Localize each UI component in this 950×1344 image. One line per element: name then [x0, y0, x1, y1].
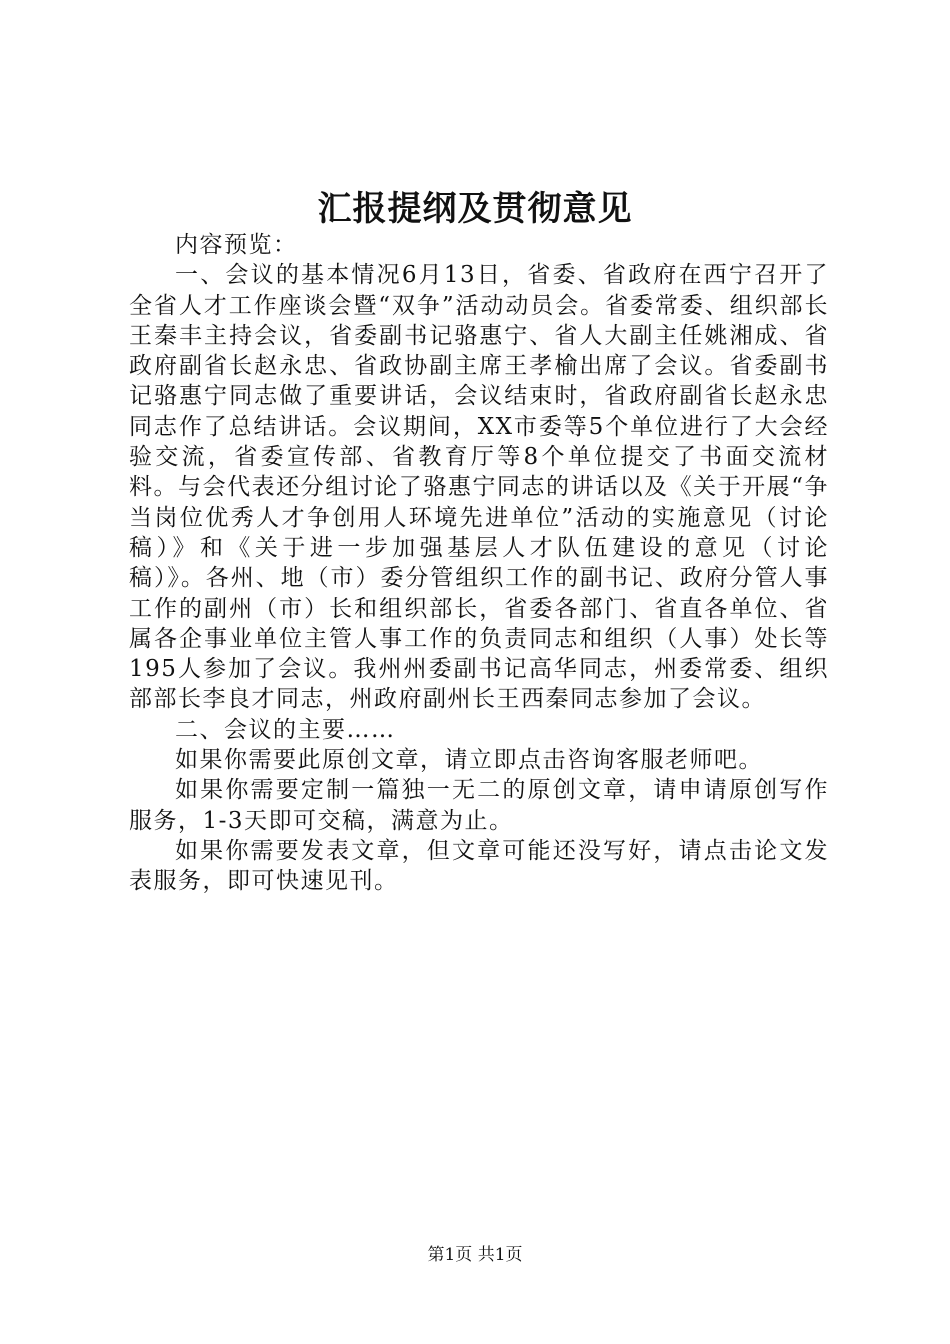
preview-label: 内容预览：	[175, 232, 298, 258]
document-title: 汇报提纲及贯彻意见	[317, 189, 633, 229]
paragraph-publish-service[interactable]: 如果你需要发表文章，但文章可能还没写好，请点击论文发表服务，即可快速见刊。	[129, 837, 829, 895]
paragraph-meeting-main: 二、会议的主要……	[175, 716, 396, 743]
paragraph-meeting-overview: 一、会议的基本情况6月13日，省委、省政府在西宁召开了全省人才工作座谈会暨“双争”活动动员会。省委常委、组织部长王秦丰主持会议，省委副书记骆惠宁、省人大副主任姚湘成、省政府副省长赵永忠、省政协副主席王孝榆出席了会议。省委副书记骆惠宁同志做了重要讲话，会议结束时，省政府副省长赵永忠同志作了总结讲话。会议期间，XX市委等5个单位进行了大会经验交流，省委宣传部、省教育厅等8个单位提交了书面交流材料。与会代表还分组讨论了骆惠宁同志的讲话以及《关于开展“争当岗位优秀人才争创用人环境先进单位”活动的实施意见（讨论稿）》和《关于进一步加强基层人才队伍建设的意见（讨论稿）》。各州、地（市）委分管组织工作的副书记、政府分管人事工作的副州（市）长和组织部长，省委各部门、省直各单位、省属各企事业单位主管人事工作的负责同志和组织（人事）处长等195人参加了会议。我州州委副书记高华同志，州委常委、组织部部长李良才同志，州政府副州长王西秦同志参加了会议。	[129, 262, 829, 713]
document-body	[129, 230, 829, 897]
paragraph-custom-writing[interactable]: 如果你需要定制一篇独一无二的原创文章，请申请原创写作服务，1-3天即可交稿，满意为止。	[129, 777, 829, 834]
page-footer: 第1页 共1页	[427, 1245, 523, 1265]
paragraph-consult-service[interactable]: 如果你需要此原创文章，请立即点击咨询客服老师吧。	[175, 747, 763, 774]
